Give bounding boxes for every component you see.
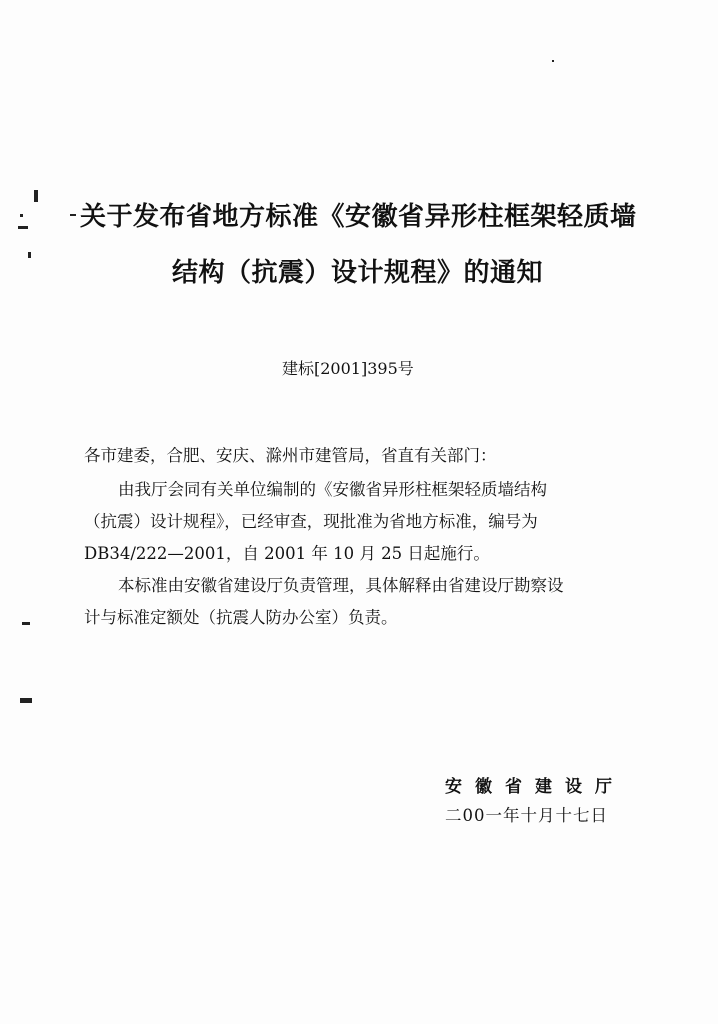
scan-artifact [34, 190, 38, 202]
paragraph-1-line-3: DB34/222—2001，自 2001 年 10 月 25 日起施行。 [84, 544, 490, 563]
paragraph-2-line-2: 计与标准定额处（抗震人防办公室）负责。 [84, 608, 398, 627]
scan-artifact [22, 622, 30, 625]
signature-date: 二00一年十月十七日 [445, 806, 608, 825]
scan-artifact [70, 214, 76, 216]
scan-artifact [28, 252, 31, 258]
document-title-line-1: 关于发布省地方标准《安徽省异形柱框架轻质墙 [80, 202, 637, 232]
scan-artifact [20, 214, 23, 217]
signature-organization: 安徽省建设厅 [445, 777, 625, 797]
document-number: 建标[2001]395号 [282, 359, 414, 378]
scan-artifact [18, 226, 28, 229]
paragraph-1-line-1: 由我厅会同有关单位编制的《安徽省异形柱框架轻质墙结构 [118, 480, 547, 499]
paragraph-2-line-1: 本标准由安徽省建设厅负责管理，具体解释由省建设厅勘察设 [118, 576, 564, 595]
scan-artifact [552, 60, 554, 62]
addressee-line: 各市建委，合肥、安庆、滁州市建管局，省直有关部门： [84, 446, 497, 465]
paragraph-1-line-2: （抗震）设计规程》，已经审查，现批准为省地方标准，编号为 [84, 512, 538, 531]
scan-artifact [20, 698, 32, 703]
document-title-line-2: 结构（抗震）设计规程》的通知 [172, 258, 544, 288]
